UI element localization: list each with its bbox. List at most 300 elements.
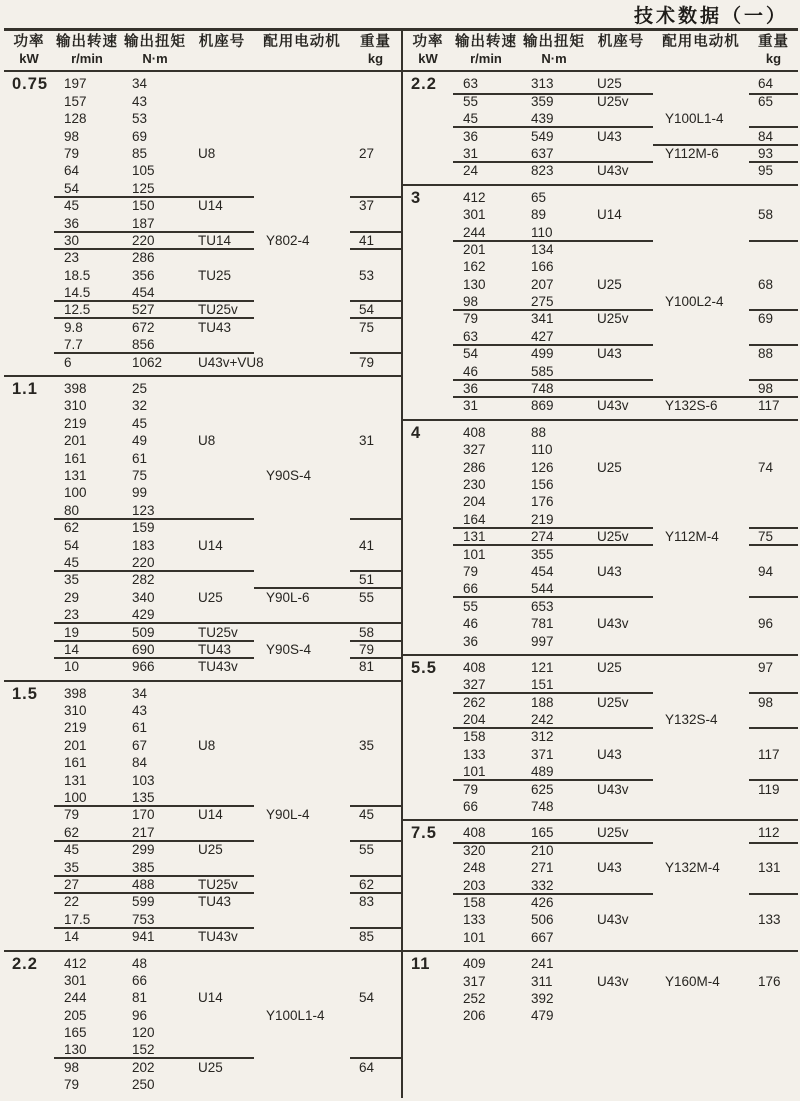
power-cell <box>4 571 54 589</box>
frame-cell: U25v <box>589 824 653 844</box>
motor-cell <box>254 484 350 502</box>
frame-cell: U25 <box>589 75 653 95</box>
torque-cell: 506 <box>531 912 554 928</box>
speed-cell: 46 <box>463 616 479 632</box>
motor-cell <box>653 633 749 651</box>
motor-cell <box>653 563 749 581</box>
torque-cell: 105 <box>132 163 155 179</box>
table-row <box>4 180 401 197</box>
weight-cell <box>749 546 798 564</box>
weight-cell: 64 <box>749 75 798 95</box>
frame-cell: TU43 <box>198 894 232 910</box>
power-cell <box>4 772 54 790</box>
power-cell: 2.2 <box>411 75 437 94</box>
power-cell <box>403 781 453 799</box>
frame-cell: TU25v <box>190 301 254 319</box>
table-row <box>4 972 401 989</box>
header-torque: 输出扭矩 N·m <box>523 34 585 67</box>
frame-cell <box>589 798 653 816</box>
power-cell <box>4 128 54 146</box>
motor-cell <box>653 459 749 477</box>
torque-cell: 99 <box>132 485 148 501</box>
motor-cell <box>254 180 350 198</box>
motor-cell <box>653 842 749 860</box>
speed-cell: 409 <box>463 956 486 972</box>
power-section-7.5 <box>403 819 798 950</box>
motor-cell <box>254 519 350 537</box>
table-row <box>4 128 401 145</box>
frame-cell: U43v+VU8 <box>198 354 264 370</box>
frame-cell: U25v <box>597 311 629 327</box>
frame-cell: U8 <box>198 433 216 449</box>
table-row <box>4 354 401 371</box>
power-cell <box>403 128 453 146</box>
torque-cell: 121 <box>531 659 554 675</box>
speed-cell: 230 <box>463 476 486 492</box>
motor-cell <box>254 893 350 911</box>
table-row <box>4 197 401 214</box>
torque-cell: 120 <box>132 1025 155 1041</box>
speed-cell: 301 <box>463 207 486 223</box>
weight-cell: 35 <box>359 737 375 753</box>
power-cell <box>4 284 54 302</box>
table-row <box>4 145 401 162</box>
speed-cell: 14 <box>54 641 120 659</box>
speed-cell: 244 <box>453 224 519 242</box>
speed-cell: 31 <box>463 398 479 414</box>
table-row <box>4 215 401 232</box>
table-row <box>4 93 401 110</box>
weight-cell: 69 <box>758 311 774 327</box>
weight-cell <box>749 476 798 494</box>
speed-cell: 55 <box>463 598 479 614</box>
motor-cell <box>254 737 350 755</box>
weight-cell <box>350 606 401 624</box>
torque-cell: 544 <box>519 580 589 598</box>
torque-cell: 187 <box>120 215 190 233</box>
torque-cell: 49 <box>132 433 148 449</box>
weight-cell <box>350 772 401 790</box>
speed-cell: 197 <box>64 76 87 92</box>
power-cell <box>4 1024 54 1042</box>
power-section-1.5 <box>4 680 401 950</box>
frame-cell <box>589 763 653 781</box>
speed-cell: 64 <box>64 163 80 179</box>
power-cell <box>403 746 453 764</box>
frame-cell: U25 <box>597 276 622 292</box>
torque-cell: 219 <box>519 511 589 529</box>
speed-cell: 204 <box>453 711 519 729</box>
power-section-3 <box>403 184 798 419</box>
power-cell <box>403 206 453 224</box>
power-cell <box>403 894 453 912</box>
torque-cell: 488 <box>120 876 190 894</box>
speed-cell: 133 <box>463 746 486 762</box>
motor-cell <box>653 546 749 564</box>
motor-cell <box>653 328 749 346</box>
speed-cell: 79 <box>64 807 80 823</box>
torque-cell: 690 <box>120 641 190 659</box>
motor-cell <box>653 224 749 242</box>
header-torque: 输出扭矩 N·m <box>124 34 186 67</box>
torque-cell: 625 <box>531 781 554 797</box>
frame-cell <box>589 929 653 947</box>
power-cell <box>4 624 54 642</box>
torque-cell: 549 <box>531 128 554 144</box>
speed-cell: 35 <box>54 859 120 877</box>
torque-cell: 89 <box>531 207 547 223</box>
speed-cell: 36 <box>463 633 479 649</box>
speed-cell: 320 <box>463 842 486 858</box>
motor-cell <box>653 911 749 929</box>
motor-cell <box>254 658 350 676</box>
table-row <box>403 563 798 580</box>
weight-cell: 117 <box>758 398 780 414</box>
power-cell: 4 <box>411 423 422 442</box>
torque-cell: 85 <box>132 145 148 161</box>
motor-cell <box>254 1076 350 1094</box>
torque-cell: 159 <box>132 520 155 536</box>
motor-cell <box>254 859 350 877</box>
torque-cell: 69 <box>132 128 148 144</box>
table-row <box>403 824 798 841</box>
frame-cell <box>190 215 254 233</box>
power-cell <box>403 145 453 163</box>
motor-cell <box>254 789 350 807</box>
power-cell <box>403 328 453 346</box>
torque-cell: 110 <box>519 224 589 242</box>
weight-cell <box>350 754 401 772</box>
weight-cell <box>749 633 798 651</box>
table-row <box>4 484 401 501</box>
speed-cell: 45 <box>453 110 519 128</box>
motor-cell: Y112M-4 <box>665 529 719 545</box>
frame-cell <box>589 258 653 276</box>
frame-cell <box>190 1076 254 1094</box>
torque-cell: 202 <box>132 1059 155 1075</box>
motor-cell <box>653 990 749 1008</box>
table-row <box>403 224 798 241</box>
torque-cell: 313 <box>519 75 589 95</box>
power-cell: 5.5 <box>411 658 437 677</box>
power-cell <box>4 589 54 607</box>
motor-cell <box>653 380 749 398</box>
frame-cell: TU43 <box>190 641 254 659</box>
weight-cell <box>749 763 798 781</box>
speed-cell: 36 <box>54 215 120 233</box>
power-cell <box>4 876 54 894</box>
frame-cell <box>190 702 254 720</box>
weight-cell <box>350 284 401 302</box>
frame-cell <box>589 728 653 746</box>
frame-cell <box>190 484 254 502</box>
frame-cell: U14 <box>198 990 223 1006</box>
header-frame: 机座号 <box>198 34 246 50</box>
frame-cell <box>190 972 254 990</box>
table-row <box>403 128 798 145</box>
speed-cell: 158 <box>463 729 486 745</box>
torque-cell: 637 <box>519 145 589 163</box>
table-row <box>4 232 401 249</box>
torque-cell: 869 <box>531 398 554 414</box>
motor-cell <box>653 363 749 381</box>
motor-cell <box>254 145 350 163</box>
torque-cell: 48 <box>132 955 148 971</box>
motor-cell: Y100L1-4 <box>665 111 724 127</box>
torque-cell: 823 <box>531 163 554 179</box>
motor-cell <box>254 1024 350 1042</box>
speed-cell: 23 <box>64 250 80 266</box>
motor-cell <box>653 493 749 511</box>
motor-cell <box>254 824 350 842</box>
frame-cell <box>190 128 254 146</box>
frame-cell <box>190 754 254 772</box>
torque-cell: 125 <box>120 180 190 198</box>
table-row <box>403 258 798 275</box>
torque-cell: 152 <box>120 1041 190 1059</box>
frame-cell: U43 <box>597 346 622 362</box>
torque-cell: 242 <box>519 711 589 729</box>
power-cell <box>4 754 54 772</box>
torque-cell: 110 <box>531 442 553 458</box>
motor-cell <box>254 989 350 1007</box>
table-row <box>4 928 401 945</box>
torque-cell: 150 <box>132 198 155 214</box>
weight-cell: 93 <box>749 145 798 163</box>
power-cell <box>4 519 54 537</box>
weight-cell: 54 <box>350 301 401 319</box>
motor-cell <box>653 258 749 276</box>
power-cell <box>4 110 54 128</box>
motor-cell: Y132S-6 <box>665 398 718 414</box>
table-row <box>4 893 401 910</box>
torque-cell: 183 <box>132 537 155 553</box>
speed-cell: 55 <box>463 93 479 109</box>
speed-cell: 29 <box>64 589 80 605</box>
speed-cell: 412 <box>64 955 87 971</box>
motor-cell <box>254 450 350 468</box>
table-row <box>4 641 401 658</box>
speed-cell: 130 <box>54 1041 120 1059</box>
speed-cell: 45 <box>64 842 80 858</box>
table-row <box>4 1041 401 1058</box>
motor-cell <box>653 241 749 259</box>
speed-cell: 206 <box>463 1008 486 1024</box>
torque-cell: 88 <box>531 424 547 440</box>
torque-cell: 479 <box>531 1008 554 1024</box>
power-cell: 3 <box>411 188 422 207</box>
power-cell: 0.75 <box>12 75 49 94</box>
torque-cell: 856 <box>120 336 190 354</box>
torque-cell: 489 <box>519 763 589 781</box>
weight-cell: 79 <box>359 354 375 370</box>
table-row <box>4 432 401 449</box>
power-cell <box>4 928 54 946</box>
power-cell <box>403 224 453 242</box>
weight-cell: 85 <box>359 929 375 945</box>
power-cell <box>4 215 54 233</box>
table-row <box>4 1076 401 1093</box>
weight-cell <box>749 241 798 259</box>
weight-cell <box>350 1076 401 1094</box>
power-cell <box>403 310 453 328</box>
frame-cell <box>589 877 653 895</box>
speed-cell: 219 <box>64 415 87 431</box>
power-cell <box>403 1007 453 1025</box>
frame-cell: U25 <box>597 659 622 675</box>
motor-cell <box>254 1041 350 1059</box>
power-cell <box>403 345 453 363</box>
weight-cell: 95 <box>758 163 774 179</box>
table-row <box>4 284 401 301</box>
power-cell <box>403 162 453 180</box>
torque-cell: 217 <box>120 824 190 842</box>
torque-cell: 941 <box>132 929 155 945</box>
power-cell <box>4 354 54 372</box>
torque-cell: 753 <box>120 911 190 929</box>
torque-cell: 165 <box>519 824 589 844</box>
table-row <box>403 424 798 441</box>
weight-cell <box>749 990 798 1008</box>
torque-cell: 427 <box>519 328 589 346</box>
power-cell <box>403 842 453 860</box>
motor-cell <box>653 598 749 616</box>
table-row <box>4 624 401 641</box>
motor-cell: Y90S-4 <box>266 467 312 483</box>
table-row <box>403 293 798 310</box>
weight-cell: 75 <box>749 528 798 546</box>
power-cell <box>4 1076 54 1094</box>
weight-cell: 55 <box>359 589 375 605</box>
torque-cell: 156 <box>531 476 554 492</box>
table-row <box>4 1059 401 1076</box>
table-row <box>403 580 798 597</box>
power-cell <box>4 841 54 859</box>
speed-cell: 23 <box>54 606 120 624</box>
table-left-body <box>4 72 401 1097</box>
table-row <box>4 267 401 284</box>
power-cell <box>403 929 453 947</box>
weight-cell: 53 <box>359 267 375 283</box>
frame-cell <box>190 467 254 485</box>
motor-cell <box>653 728 749 746</box>
power-section-2.2 <box>403 72 798 183</box>
weight-cell <box>749 598 798 616</box>
frame-cell: TU43 <box>198 319 232 335</box>
power-cell <box>4 162 54 180</box>
weight-cell <box>350 249 401 267</box>
weight-cell <box>350 789 401 807</box>
power-cell <box>4 93 54 111</box>
speed-cell: 100 <box>54 789 120 807</box>
power-cell <box>403 633 453 651</box>
motor-cell <box>254 93 350 111</box>
technical-data-table <box>4 28 798 1098</box>
frame-cell <box>589 441 653 459</box>
speed-cell: 310 <box>64 398 87 414</box>
weight-cell <box>749 328 798 346</box>
motor-cell <box>254 571 350 589</box>
weight-cell <box>350 519 401 537</box>
table-row <box>4 301 401 318</box>
table-row <box>403 189 798 206</box>
torque-cell: 81 <box>132 990 148 1006</box>
motor-cell <box>254 415 350 433</box>
weight-cell <box>749 258 798 276</box>
frame-cell <box>589 546 653 564</box>
frame-cell <box>589 580 653 598</box>
motor-cell <box>254 432 350 450</box>
motor-cell: Y100L1-4 <box>266 1007 325 1023</box>
header-speed: 输出转速 r/min <box>455 34 517 67</box>
frame-cell <box>190 180 254 198</box>
power-cell <box>4 180 54 198</box>
torque-cell: 274 <box>519 528 589 546</box>
table-row <box>403 929 798 946</box>
speed-cell: 54 <box>54 180 120 198</box>
speed-cell: 100 <box>64 485 87 501</box>
speed-cell: 327 <box>453 676 519 694</box>
power-cell <box>4 432 54 450</box>
table-row <box>403 380 798 397</box>
speed-cell: 79 <box>463 311 479 327</box>
frame-cell: U43 <box>597 860 622 876</box>
table-row <box>4 519 401 536</box>
motor-cell <box>653 162 749 180</box>
torque-cell: 135 <box>120 789 190 807</box>
motor-cell <box>653 476 749 494</box>
table-row <box>403 310 798 327</box>
speed-cell: 9.8 <box>64 319 83 335</box>
power-cell <box>403 493 453 511</box>
motor-cell <box>653 206 749 224</box>
frame-cell: U14 <box>198 198 223 214</box>
torque-cell: 75 <box>132 467 148 483</box>
speed-cell: 54 <box>463 346 479 362</box>
table-row <box>403 781 798 798</box>
power-cell <box>403 380 453 398</box>
header-weight: 重量 kg <box>758 34 789 67</box>
speed-cell: 79 <box>64 145 80 161</box>
weight-cell: 58 <box>350 624 401 642</box>
speed-cell: 164 <box>453 511 519 529</box>
torque-cell: 34 <box>132 685 148 701</box>
frame-cell <box>589 293 653 311</box>
frame-cell: U25 <box>597 459 622 475</box>
motor-cell <box>254 1059 350 1077</box>
weight-cell <box>350 162 401 180</box>
table-row <box>4 876 401 893</box>
weight-cell <box>350 467 401 485</box>
torque-cell: 176 <box>531 494 554 510</box>
frame-cell: TU25v <box>190 624 254 642</box>
power-cell <box>4 702 54 720</box>
weight-cell: 58 <box>758 207 774 223</box>
speed-cell: 66 <box>463 799 479 815</box>
speed-cell: 131 <box>64 772 87 788</box>
frame-cell: TU43v <box>198 929 238 945</box>
weight-cell <box>350 215 401 233</box>
torque-cell: 299 <box>132 842 155 858</box>
motor-cell <box>254 110 350 128</box>
speed-cell: 7.7 <box>54 336 120 354</box>
table-right-body <box>403 72 798 1028</box>
weight-cell <box>350 554 401 572</box>
torque-cell: 67 <box>132 737 148 753</box>
frame-cell <box>190 502 254 520</box>
frame-cell <box>589 894 653 912</box>
speed-cell: 10 <box>64 659 80 675</box>
